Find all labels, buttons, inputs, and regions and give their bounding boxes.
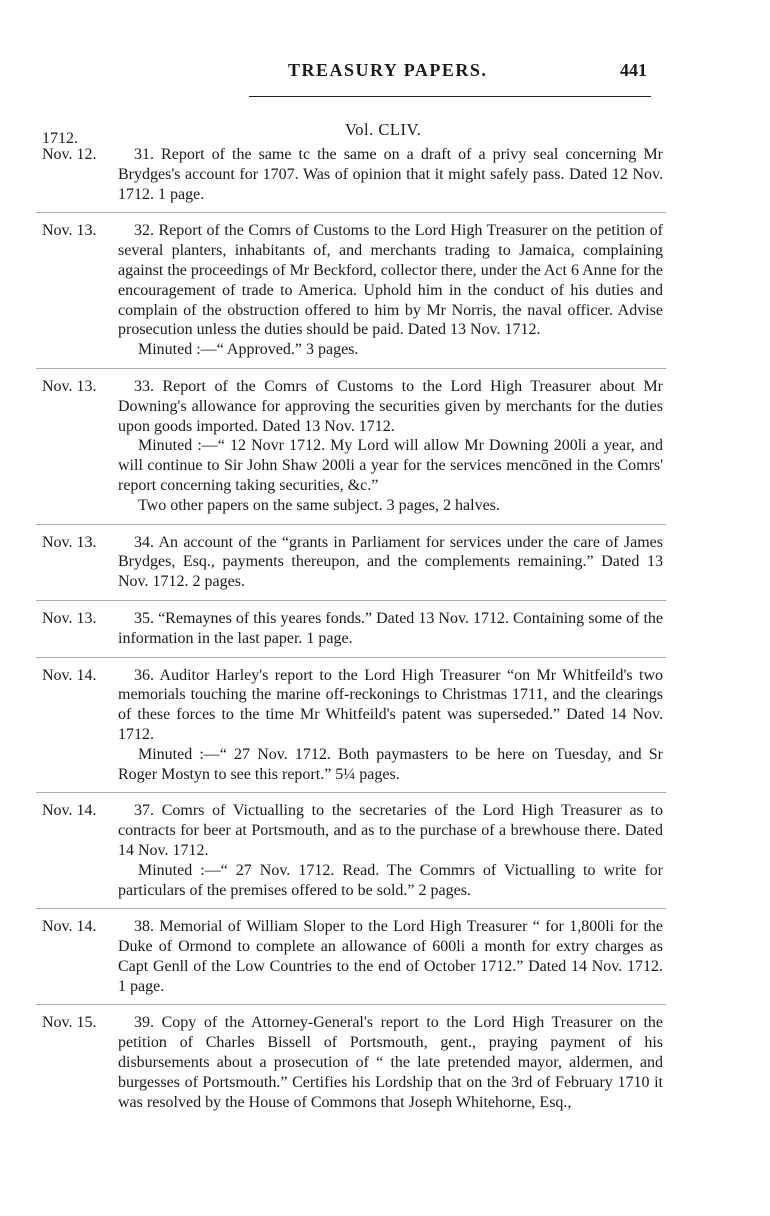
entry-date: Nov. 13. [42, 222, 97, 240]
entries-list [0, 145, 770, 1120]
entry-text: 34. An account of the “grants in Parliament for services under the care of James Brydges, Esq., payments thereupon, and the complements remaining.” Dated 13 Nov. 1712. 2 pages. [118, 533, 663, 591]
entry-note: Minuted :—“ 27 Nov. 1712. Both paymasters to be here on Tuesday, and Sr Roger Mostyn to see this report.” 5¼ pages. [118, 745, 663, 783]
entry [0, 221, 770, 360]
entry-separator [36, 524, 666, 525]
entry-text: 35. “Remaynes of this yeares fonds.” Dated 13 Nov. 1712. Containing some of the information in the last paper. 1 page. [118, 609, 663, 647]
entry [0, 801, 770, 900]
entry-date: Nov. 14. [42, 802, 97, 820]
entry-separator [36, 908, 666, 909]
entry-text: 39. Copy of the Attorney-General's report to the Lord High Treasurer on the petition of Charles Bissell of Portsmouth, gent., praying payment of his disbursements about a prosecution of “ the late pretended mayor, aldermen, and burgesses of Portsmouth.” Certifies his Lordship that on the 3rd of February 1710 it was resolved by the House of Commons that Joseph Whitehorne, Esq., [118, 1014, 663, 1111]
entry-date: Nov. 13. [42, 533, 97, 551]
entry-separator [36, 792, 666, 793]
entry [0, 533, 770, 592]
page-number: 441 [620, 60, 647, 80]
year-label: 1712. [42, 130, 78, 147]
entry-date: Nov. 14. [42, 666, 97, 684]
entry-separator [36, 600, 666, 601]
entry [0, 917, 770, 996]
entry-note: Minuted :—“ Approved.” 3 pages. [138, 341, 359, 359]
entry [0, 145, 770, 204]
entry [0, 1013, 770, 1112]
entry-text: 31. Report of the same tc the same on a draft of a privy seal concerning Mr Brydges's account for 1707. Was of opinion that it might safely pass. Dated 12 Nov. 1712. 1 page. [118, 146, 663, 203]
running-title: TREASURY PAPERS. [288, 60, 488, 80]
page-header [0, 60, 770, 92]
entry-note: Minuted :—“ 12 Novr 1712. My Lord will allow Mr Downing 200li a year, and will continue to Sir John Shaw 200li a year for the services mencōned in the Comrs' report concerning taking securities, &c.” [118, 437, 663, 494]
entry-separator [36, 1004, 666, 1005]
entry-separator [36, 657, 666, 658]
entry-text: 38. Memorial of William Sloper to the Lord High Treasurer “ for 1,800li for the Duke of Ormond to complete an allowance of 600li a month for extry charges as Capt Genll of the Low Countries to the end of October 1712.” Dated 14 Nov. 1712. 1 page. [118, 918, 663, 995]
entry [0, 377, 770, 516]
header-rule [249, 96, 651, 97]
entry-note: Two other papers on the same subject. 3 pages, 2 halves. [138, 496, 500, 514]
entry-date: Nov. 13. [42, 377, 97, 395]
entry-text: 33. Report of the Comrs of Customs to the Lord High Treasurer about Mr Downing's allowance for approving the securities given by merchants for the duties upon goods imported. Dated 13 Nov. 1712. [118, 377, 663, 435]
entry-text: 37. Comrs of Victualling to the secretaries of the Lord High Treasurer as to contracts for beer at Portsmouth, and as to the purchase of a brewhouse there. Dated 14 Nov. 1712. [118, 802, 663, 859]
entry-separator [36, 368, 666, 369]
entry-date: Nov. 15. [42, 1014, 97, 1032]
entry-text: 36. Auditor Harley's report to the Lord High Treasurer “on Mr Whitfeild's two memorials touching the marine off-reckonings to Christmas 1711, and the clearings of these forces to the time Mr Whitfeild's patent was superseded.” Dated 14 Nov. 1712. [118, 666, 663, 743]
entry-text: 32. Report of the Comrs of Customs to the Lord High Treasurer on the petition of several planters, inhabitants of, and merchants trading to Jamaica, complaining against the proceedings of Mr Beckford, collector there, under the Act 6 Anne for the encouragement of trade to America. Uphold him in the conduct of his duties and complain of the obstruction offered to him by Mr Norris, the naval officer. Advise prosecution unless the duties should be paid. Dated 13 Nov. 1712. [118, 222, 663, 339]
entry-date: Nov. 13. [42, 609, 97, 627]
entry-date: Nov. 12. [42, 146, 97, 163]
entry [0, 609, 770, 649]
entry-separator [36, 212, 666, 213]
entry-note: Minuted :—“ 27 Nov. 1712. Read. The Commrs of Victualling to write for particulars of the premises offered to be sold.” 2 pages. [118, 861, 663, 899]
entry-date: Nov. 14. [42, 918, 97, 936]
entry [0, 666, 770, 785]
volume-heading: Vol. CLIV. [345, 120, 422, 139]
